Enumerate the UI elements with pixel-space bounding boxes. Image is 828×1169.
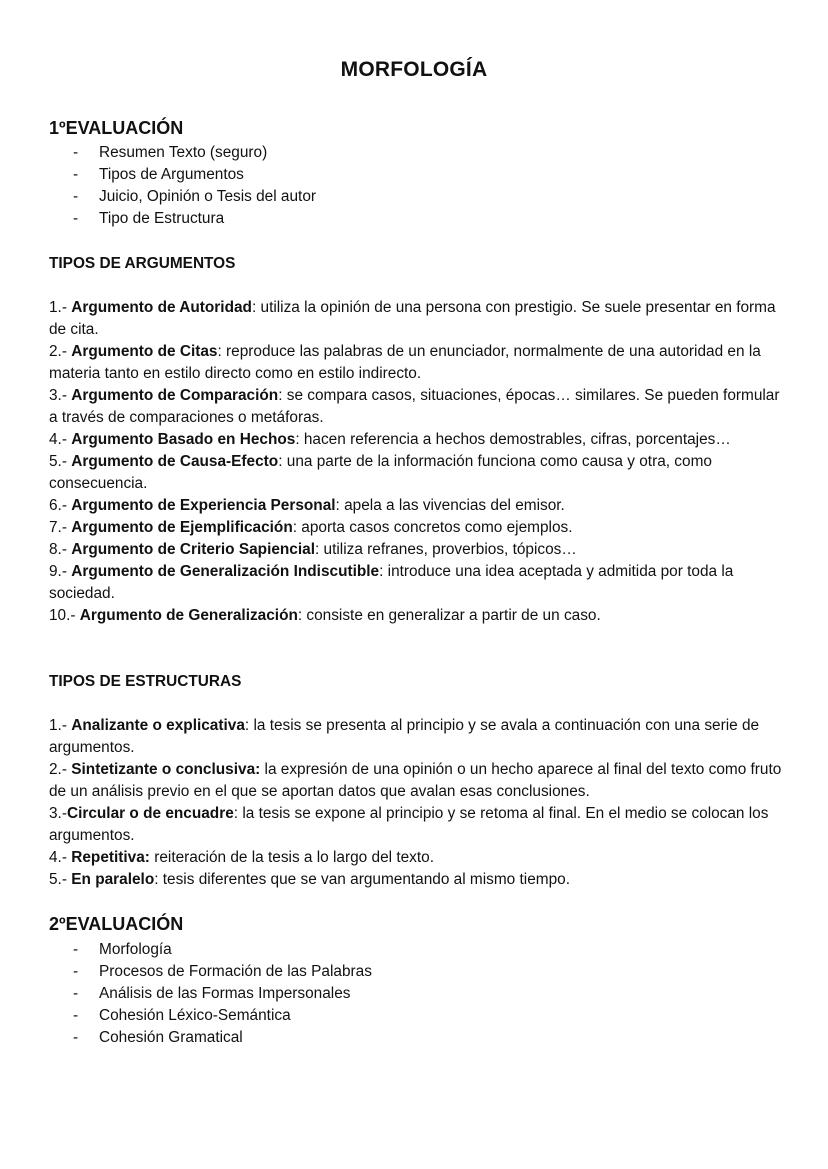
entry-term: Argumento de Ejemplificación xyxy=(71,519,293,536)
list-item xyxy=(49,983,372,1005)
entry-term: Argumento Basado en Hechos xyxy=(71,431,296,448)
entry-number: 7.- xyxy=(49,519,72,536)
evaluacion1-list xyxy=(49,142,316,230)
estructuras-list xyxy=(49,715,789,891)
estructuras-heading: TIPOS DE ESTRUCTURAS xyxy=(49,673,242,690)
estructura-entry xyxy=(49,759,789,803)
entry-term: En paralelo xyxy=(71,871,155,888)
entry-term: Argumento de Generalización Indiscutible xyxy=(71,563,380,580)
entry-term: Argumento de Criterio Sapiencial xyxy=(71,541,315,558)
estructura-entry xyxy=(49,803,789,847)
list-item xyxy=(49,939,372,961)
entry-text: : consiste en generalizar a partir de un caso. xyxy=(297,607,601,624)
list-item-text: Cohesión Gramatical xyxy=(99,1029,243,1046)
entry-number: 10.- xyxy=(49,607,80,624)
dash-marker: - xyxy=(73,985,79,1002)
entry-term: Argumento de Causa-Efecto xyxy=(71,453,279,470)
entry-number: 5.- xyxy=(49,871,72,888)
entry-number: 2.- xyxy=(49,343,72,360)
entry-text: : reproduce las palabras de un enunciador, normalmente de una autoridad en la materia tanto en estilo directo como en estilo indirecto. xyxy=(49,343,761,382)
evaluacion2-list xyxy=(49,939,372,1049)
estructura-entry xyxy=(49,715,789,759)
dash-marker: - xyxy=(73,144,79,161)
entry-number: 4.- xyxy=(49,431,72,448)
dash-marker: - xyxy=(73,188,79,205)
argumento-entry xyxy=(49,451,789,495)
entry-number: 4.- xyxy=(49,849,72,866)
entry-number: 3.- xyxy=(49,387,72,404)
entry-text: : utiliza la opinión de una persona con prestigio. Se suele presentar en forma de cita. xyxy=(49,299,776,338)
evaluacion2-heading: 2ºEVALUACIÓN xyxy=(49,914,184,934)
entry-text: la expresión de una opinión o un hecho aparece al final del texto como fruto de un análisis previo en el que se aportan datos que avalan esas conclusiones. xyxy=(49,761,782,800)
list-item-text: Juicio, Opinión o Tesis del autor xyxy=(99,188,317,205)
dash-marker: - xyxy=(73,1029,79,1046)
list-item-text: Procesos de Formación de las Palabras xyxy=(99,963,372,980)
entry-term: Argumento de Experiencia Personal xyxy=(71,497,336,514)
entry-term: Argumento de Citas xyxy=(71,343,218,360)
entry-term: Argumento de Autoridad xyxy=(71,299,252,316)
entry-text: : una parte de la información funciona como causa y otra, como consecuencia. xyxy=(49,453,712,492)
entry-term: Argumento de Generalización xyxy=(79,607,298,624)
list-item-text: Análisis de las Formas Impersonales xyxy=(99,985,351,1002)
list-item-text: Resumen Texto (seguro) xyxy=(99,144,268,161)
argumento-entry xyxy=(49,341,789,385)
entry-text: : la tesis se presenta al principio y se avala a continuación con una serie de argumentos. xyxy=(49,717,760,756)
entry-number: 6.- xyxy=(49,497,72,514)
dash-marker: - xyxy=(73,210,79,227)
argumento-entry xyxy=(49,517,789,539)
document-title: MORFOLOGÍA xyxy=(340,58,488,81)
entry-number: 3.- xyxy=(49,805,67,822)
argumento-entry xyxy=(49,297,789,341)
entry-term: Argumento de Comparación xyxy=(71,387,279,404)
entry-text: : apela a las vivencias del emisor. xyxy=(335,497,565,514)
argumento-entry xyxy=(49,561,789,605)
entry-term: Sintetizante o conclusiva: xyxy=(71,761,261,778)
entry-number: 1.- xyxy=(49,299,72,316)
entry-text: : hacen referencia a hechos demostrables, cifras, porcentajes… xyxy=(295,431,731,448)
dash-marker: - xyxy=(73,941,79,958)
entry-text: reiteración de la tesis a lo largo del texto. xyxy=(149,849,434,866)
list-item-text: Tipos de Argumentos xyxy=(99,166,244,183)
dash-marker: - xyxy=(73,963,79,980)
argumento-entry xyxy=(49,539,789,561)
list-item-text: Tipo de Estructura xyxy=(99,210,225,227)
argumento-entry xyxy=(49,429,789,451)
list-item xyxy=(49,142,316,164)
entry-number: 5.- xyxy=(49,453,72,470)
entry-term: Analizante o explicativa xyxy=(71,717,245,734)
entry-term: Repetitiva: xyxy=(71,849,150,866)
list-item xyxy=(49,164,316,186)
list-item xyxy=(49,186,316,208)
list-item xyxy=(49,208,316,230)
entry-text: : se compara casos, situaciones, épocas… similares. Se pueden formular a través de comparaciones o metáforas. xyxy=(49,387,780,426)
dash-marker: - xyxy=(73,166,79,183)
entry-number: 1.- xyxy=(49,717,72,734)
entry-number: 8.- xyxy=(49,541,72,558)
argumentos-list xyxy=(49,297,789,627)
list-item-text: Cohesión Léxico-Semántica xyxy=(99,1007,291,1024)
entry-text: : la tesis se expone al principio y se retoma al final. En el medio se colocan los argumentos. xyxy=(49,805,769,844)
entry-text: : tesis diferentes que se van argumentando al mismo tiempo. xyxy=(154,871,570,888)
entry-number: 2.- xyxy=(49,761,72,778)
list-item-text: Morfología xyxy=(99,941,172,958)
argumentos-heading: TIPOS DE ARGUMENTOS xyxy=(49,255,236,272)
entry-text: : introduce una idea aceptada y admitida por toda la sociedad. xyxy=(49,563,734,602)
estructura-entry xyxy=(49,847,789,869)
list-item xyxy=(49,1005,372,1027)
argumento-entry xyxy=(49,605,789,627)
entry-text: : aporta casos concretos como ejemplos. xyxy=(292,519,573,536)
entry-number: 9.- xyxy=(49,563,72,580)
argumento-entry xyxy=(49,495,789,517)
dash-marker: - xyxy=(73,1007,79,1024)
list-item xyxy=(49,961,372,983)
estructura-entry xyxy=(49,869,789,891)
entry-term: Circular o de encuadre xyxy=(66,805,234,822)
list-item xyxy=(49,1027,372,1049)
entry-text: : utiliza refranes, proverbios, tópicos… xyxy=(314,541,577,558)
argumento-entry xyxy=(49,385,789,429)
evaluacion1-heading: 1ºEVALUACIÓN xyxy=(49,118,184,138)
